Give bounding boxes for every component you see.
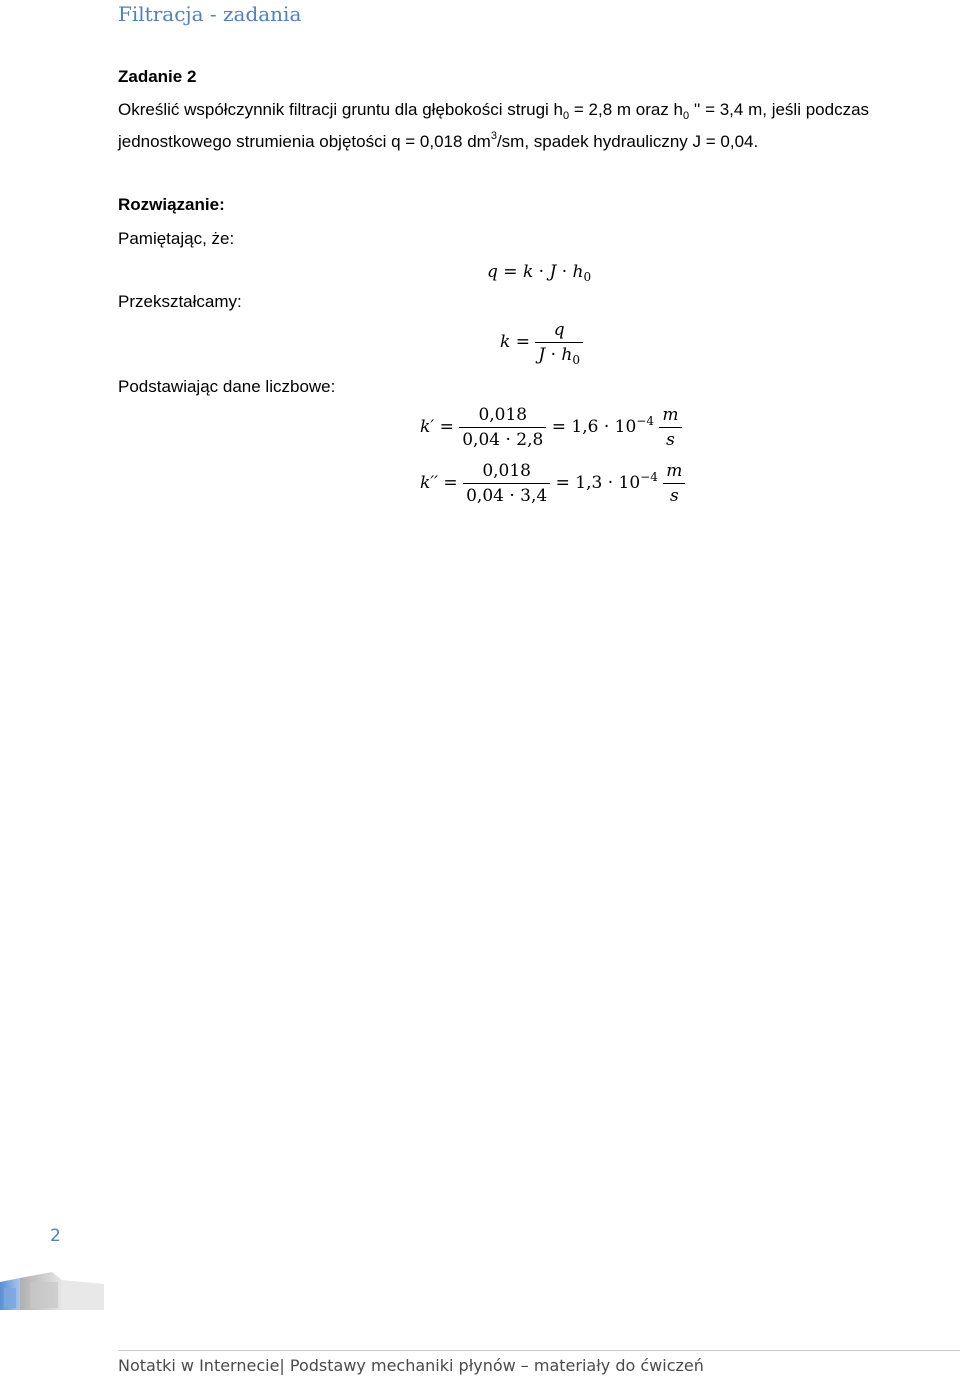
unit-denominator: s <box>666 430 675 450</box>
step-label-substitute: Podstawiając dane liczbowe: <box>118 377 336 396</box>
superscript: 3 <box>490 130 497 142</box>
fraction-denominator: 0,04 · 3,4 <box>466 486 548 506</box>
task-statement-line-2 <box>118 132 758 152</box>
formula-k-double-prime-result: k′′ = $\frac{0,018}{0,04 \cdot 3,4}$ = $1,3 \cdot 10^{-4}$ $\frac{m}{s}$ <box>420 461 685 506</box>
formula-exponent: −4 <box>640 470 658 484</box>
formula-symbol: k′′ <box>420 473 439 493</box>
formula-k-prime-result: k′ = $\frac{0,018}{0,04 \cdot 2,8}$ = $1,6 \cdot 10^{-4}$ $\frac{m}{s}$ <box>420 405 682 450</box>
formula-symbol: J <box>538 345 546 365</box>
formula-symbol: h <box>572 262 584 282</box>
task-text: jednostkowego strumienia objętości q = 0,018 dm <box>118 132 491 151</box>
fraction-denominator: 0,04 · 2,8 <box>462 430 544 450</box>
task-text: Określić współczynnik filtracji gruntu dla głębokości strugi h <box>118 100 564 119</box>
task-text: = 2,8 m oraz h <box>569 100 684 119</box>
fraction-numerator: 0,018 <box>459 405 546 428</box>
formula-symbol: k <box>500 332 511 352</box>
formula-subscript: 0 <box>583 270 592 284</box>
step-label-transform: Przekształcamy: <box>118 292 242 311</box>
fraction-denominator: $J \cdot h_0$ <box>538 345 581 367</box>
formula-k-equation: k = $\frac{q}{J \cdot h_0}$ <box>500 320 583 365</box>
formula-symbol: q <box>487 262 498 282</box>
formula-subscript: 0 <box>572 353 581 367</box>
fraction-numerator: q <box>553 320 565 340</box>
unit-fraction <box>659 405 681 450</box>
decorative-logo <box>0 1270 104 1312</box>
formula-symbol: k <box>522 262 534 282</box>
task-heading: Zadanie 2 <box>118 67 197 86</box>
page-number: 2 <box>50 1226 61 1246</box>
subscript: 0 <box>563 110 570 122</box>
step-label-recall: Pamiętając, że: <box>118 229 235 248</box>
footer-text: Notatki w Internecie| Podstawy mechaniki płynów – materiały do ćwiczeń <box>118 1356 704 1375</box>
unit-fraction <box>663 461 685 506</box>
formula-q-equation: $q = k \cdot J \cdot h_0$ <box>487 262 592 284</box>
formula-result: 1,6 · 10 <box>571 417 637 437</box>
page-header-title: Filtracja - zadania <box>118 2 302 26</box>
solution-heading: Rozwiązanie: <box>118 195 225 214</box>
fraction <box>535 320 583 365</box>
task-text: /sm, spadek hydrauliczny J = 0,04. <box>496 132 759 151</box>
task-statement-line-1 <box>118 100 869 120</box>
logo-graphic <box>0 1270 104 1312</box>
fraction <box>459 405 546 450</box>
formula-symbol: h <box>561 345 573 365</box>
unit-numerator: m <box>662 405 679 425</box>
formula-symbol: J <box>549 262 557 282</box>
unit-numerator: m <box>666 461 683 481</box>
unit-denominator: s <box>669 486 679 506</box>
task-text: '' = 3,4 m, jeśli podczas <box>689 100 870 119</box>
fraction <box>463 461 550 506</box>
formula-exponent: −4 <box>636 414 654 428</box>
formula-symbol: k′ <box>420 417 435 437</box>
subscript: 0 <box>683 110 690 122</box>
formula-result: 1,3 · 10 <box>575 473 641 493</box>
fraction-numerator: 0,018 <box>463 461 550 484</box>
footer-divider <box>118 1350 960 1351</box>
